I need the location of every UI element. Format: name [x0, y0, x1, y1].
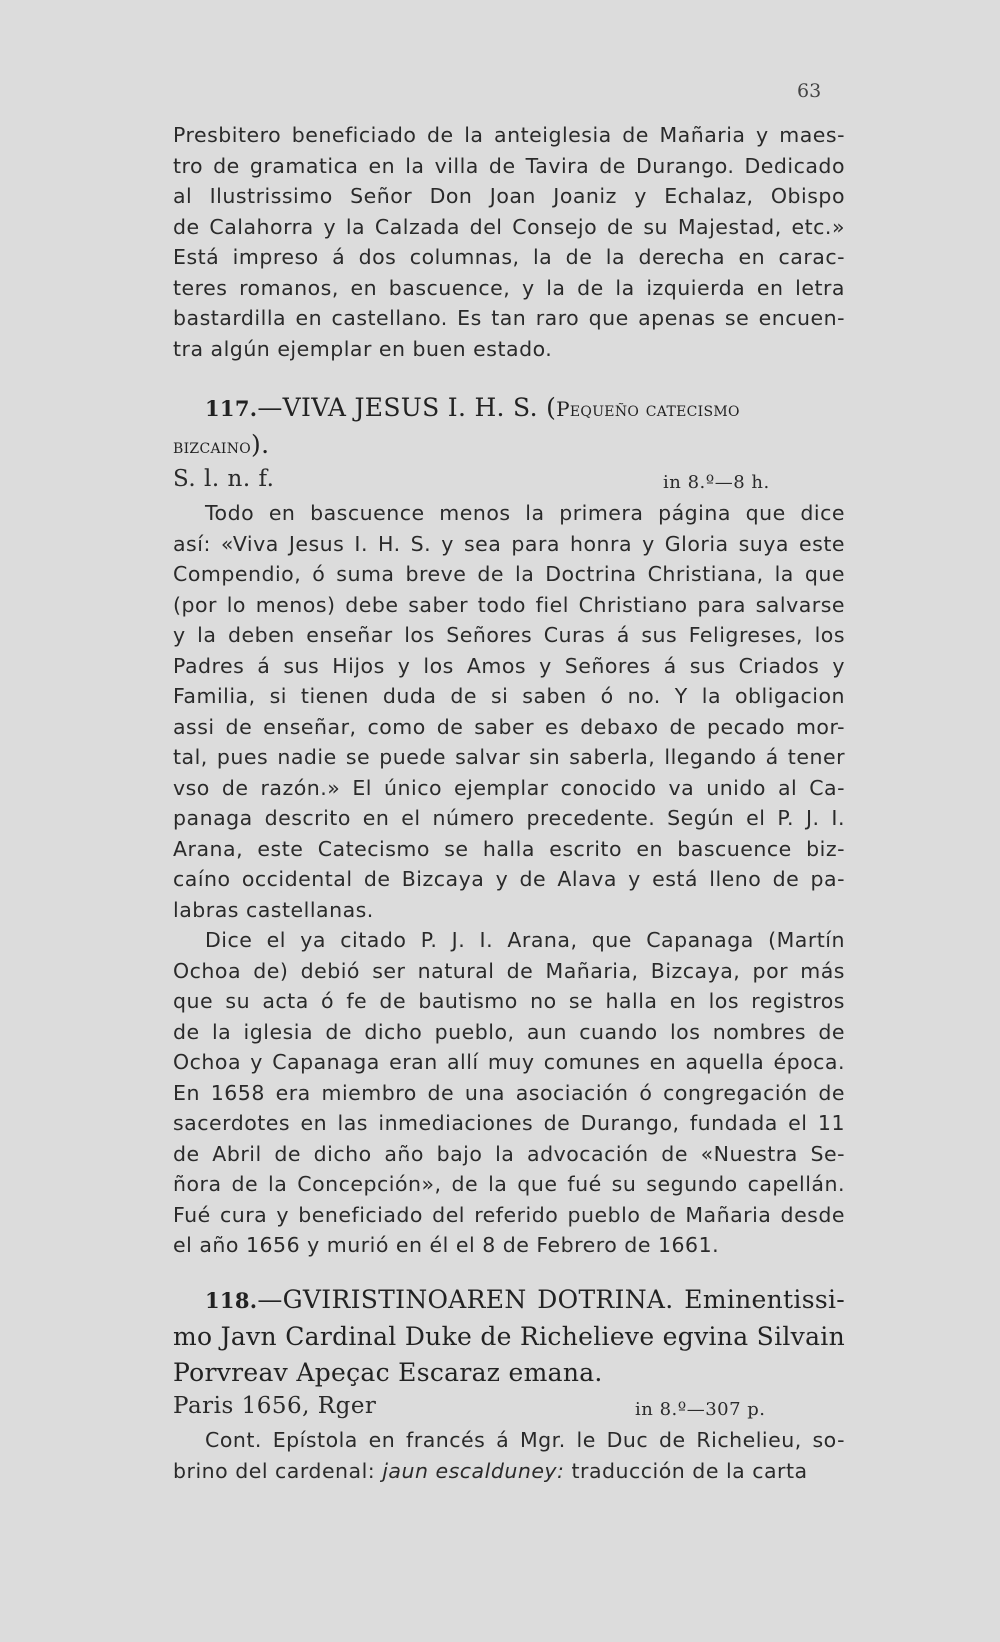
text-line: Fué cura y beneficiado del referido pueblo de Mañaria desde	[173, 1202, 845, 1227]
text-line: (por lo menos) debe saber todo fiel Christiano para salvarse	[173, 592, 845, 617]
text-line: así: «Viva Jesus I. H. S. y sea para honra y Gloria suya este	[173, 531, 845, 556]
entry-117-heading	[173, 390, 845, 464]
text-line: Dice el ya citado P. J. I. Arana, que Capanaga (Martín	[205, 928, 845, 952]
text-line: de la iglesia de dicho pueblo, aun cuando los nombres de	[173, 1019, 845, 1044]
text-line: Ochoa y Capanaga eran allí muy comunes en aquella época.	[173, 1050, 845, 1074]
entry-number: 117.	[205, 396, 258, 421]
text-line: En 1658 era miembro de una asociación ó congregación de	[173, 1080, 845, 1105]
text-line: que su acta ó fe de bautismo no se halla en los registros	[173, 989, 845, 1013]
entry-title-line: mo Javn Cardinal Duke de Richelieve egvina Silvain	[173, 1322, 845, 1351]
imprint-place: S. l. n. f.	[173, 466, 275, 492]
entry-number: 118.	[205, 1288, 258, 1313]
text-line: al Ilustrissimo Señor Don Joan Joaniz y Echalaz, Obispo	[173, 184, 845, 208]
continuation-paragraph	[173, 120, 845, 364]
page-number: 63	[797, 80, 822, 102]
text-line	[173, 1456, 845, 1487]
text-line: vso de razón.» El único ejemplar conocido va unido al Ca-	[173, 775, 845, 800]
imprint-place: Paris 1656, Rger	[173, 1393, 377, 1419]
entry-title-line: —GVIRISTINOAREN DOTRINA. Eminentissi-	[257, 1285, 845, 1314]
text-line: Cont. Epístola en francés á Mgr. le Duc de Richelieu, so-	[205, 1428, 845, 1452]
entry-title-line: Porvreav Apeçac Escaraz emana.	[173, 1358, 603, 1387]
text-line: Padres á sus Hijos y los Amos y Señores á sus Criados y	[173, 653, 845, 678]
entry-117	[173, 390, 845, 1261]
text-line: bastardilla en castellano. Es tan raro que apenas se encuen-	[173, 306, 845, 330]
text-line: y la deben enseñar los Señores Curas á sus Feligreses, los	[173, 623, 845, 647]
text-span: brino del cardenal:	[173, 1458, 383, 1483]
text-line: el año 1656 y murió en él el 8 de Febrero de 1661.	[173, 1233, 720, 1257]
text-line: teres romanos, en bascuence, y la de la izquierda en letra	[173, 275, 845, 300]
text-line: Presbitero beneficiado de la anteiglesia de Mañaria y maes-	[173, 123, 845, 147]
text-line: Todo en bascuence menos la primera página que dice	[205, 501, 845, 525]
text-line: Arana, este Catecismo se halla escrito en bascuence biz-	[173, 836, 845, 861]
entry-subtitle-cont: bizcaino	[173, 434, 252, 458]
text-span: traducción de la carta	[564, 1458, 808, 1483]
text-line: tal, pues nadie se puede salvar sin saberla, llegando á tener	[173, 745, 845, 769]
text-line: de Calahorra y la Calzada del Consejo de su Majestad, etc.»	[173, 214, 845, 239]
text-line: panaga descrito en el número precedente. Según el P. J. I.	[173, 806, 845, 830]
entry-subtitle: Pequeño catecismo	[556, 397, 740, 421]
italic-term: jaun escalduney:	[382, 1458, 565, 1483]
text-line: caíno occidental de Bizcaya y de Alava y está lleno de pa-	[173, 867, 845, 891]
entry-118	[173, 1282, 845, 1486]
text-line: labras castellanas.	[173, 897, 374, 922]
text-line: tra algún ejemplar en buen estado.	[173, 336, 553, 361]
imprint-format: in 8.º—8 h.	[663, 472, 770, 493]
text-line: tro de gramatica en la villa de Tavira de Durango. Dedicado	[173, 153, 845, 178]
text-line: Familia, si tienen duda de si saben ó no. Y la obligacion	[173, 684, 845, 708]
text-line: Compendio, ó suma breve de la Doctrina Christiana, la que	[173, 562, 845, 586]
imprint-format: in 8.º—307 p.	[635, 1399, 766, 1420]
text-line: sacerdotes en las inmediaciones de Durango, fundada el 11	[173, 1111, 845, 1135]
text-line: Está impreso á dos columnas, la de la derecha en carac-	[173, 245, 845, 269]
entry-title: —VIVA JESUS I. H. S. (	[257, 393, 557, 422]
entry-117-imprint	[173, 464, 845, 498]
text-line: assi de enseñar, como de saber es debaxo de pecado mor-	[173, 714, 845, 739]
entry-118-heading	[173, 1282, 845, 1391]
entry-118-imprint	[173, 1391, 845, 1425]
text-line: de Abril de dicho año bajo la advocación de «Nuestra Se-	[173, 1141, 845, 1166]
text-line: Ochoa de) debió ser natural de Mañaria, Bizcaya, por más	[173, 958, 845, 983]
text-line: ñora de la Concepción», de la que fué su segundo capellán.	[173, 1172, 845, 1196]
entry-subtitle-end: ).	[251, 430, 270, 459]
